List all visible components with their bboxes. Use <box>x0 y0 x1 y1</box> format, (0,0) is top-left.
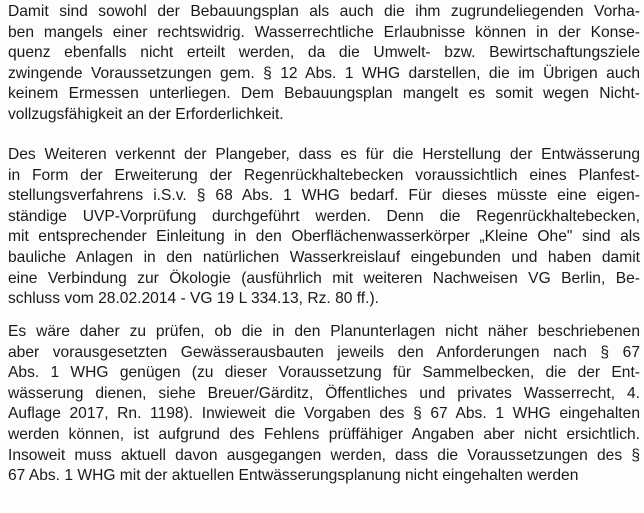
text-line: Damit sind sowohl der Bebauungsplan als auch die ihm zugrundeliegenden Vorha- <box>8 3 640 20</box>
text-line: Insoweit muss aktuell davon ausgegangen werden, dass die Voraussetzungen des § <box>8 446 640 464</box>
text-line: Auflage 2017, Rn. 1198). Inwieweit die Vorgaben des § 67 Abs. 1 WHG eingehalten <box>8 405 640 423</box>
text-line: Des Weiteren verkennt der Plangeber, dass es für die Herstellung der Entwässerung <box>8 146 640 163</box>
text-line: zwingende Voraussetzungen gem. § 12 Abs. 1 WHG darstellen, die im Übrigen auch <box>8 64 640 82</box>
text-line: ständige UVP-Vorprüfung durchgeführt werden. Denn die Regenrückhaltebecken, <box>8 207 640 225</box>
text-line: eine Verbindung zur Ökologie (ausführlich mit weiteren Nachweisen VG Berlin, Be- <box>8 269 640 287</box>
text-line: vollzugsfähigkeit an der Erforderlichkeit. <box>8 105 284 123</box>
text-line: stellungsverfahrens i.S.v. § 68 Abs. 1 WHG bedarf. Für dieses müsste eine eigen- <box>8 187 640 205</box>
text-line: in Form der Erweiterung der Regenrückhaltebecken voraussichtlich eines Planfest- <box>8 166 640 184</box>
text-line: aber vorausgesetzten Gewässerausbauten jeweils den Anforderungen nach § 67 <box>8 343 640 361</box>
text-line: keinem Ermessen unterliegen. Dem Bebauungsplan mangelt es somit wegen Nicht- <box>8 85 640 103</box>
text-line: 67 Abs. 1 WHG mit der aktuellen Entwässerungsplanung nicht eingehalten werden <box>8 467 579 485</box>
text-line: mit entsprechender Einleitung in den Oberflächenwasserkörper „Kleine Ohe" sind als <box>8 228 640 246</box>
text-line: Es wäre daher zu prüfen, ob die in den Planunterlagen nicht näher beschriebenen <box>8 323 640 340</box>
text-line: Abs. 1 WHG genügen (zu dieser Voraussetzung für Sammelbecken, die der Ent- <box>8 364 640 382</box>
text-line: quenz ebenfalls nicht erteilt werden, da die Umwelt- bzw. Bewirtschaftungsziele <box>8 44 640 62</box>
paragraph-1 <box>8 2 640 126</box>
text-line: wässerung dienen, siehe Breuer/Gärditz, Öffentliches und privates Wasserrecht, 4. <box>8 384 640 402</box>
text-line: ben mangels einer rechtswidrig. Wasserrechtliche Erlaubnisse können in der Konse- <box>8 23 640 41</box>
text-line: schluss vom 28.02.2014 - VG 19 L 334.13, Rz. 80 ff.). <box>8 290 379 308</box>
text-line: werden können, ist aufgrund des Fehlens prüffähiger Angaben aber nicht ersichtlich. <box>8 425 640 443</box>
paragraph-3 <box>8 322 640 487</box>
text-line: bauliche Anlagen in den natürlichen Wasserkreislauf eingebunden und haben damit <box>8 248 640 266</box>
paragraph-2 <box>8 145 640 310</box>
